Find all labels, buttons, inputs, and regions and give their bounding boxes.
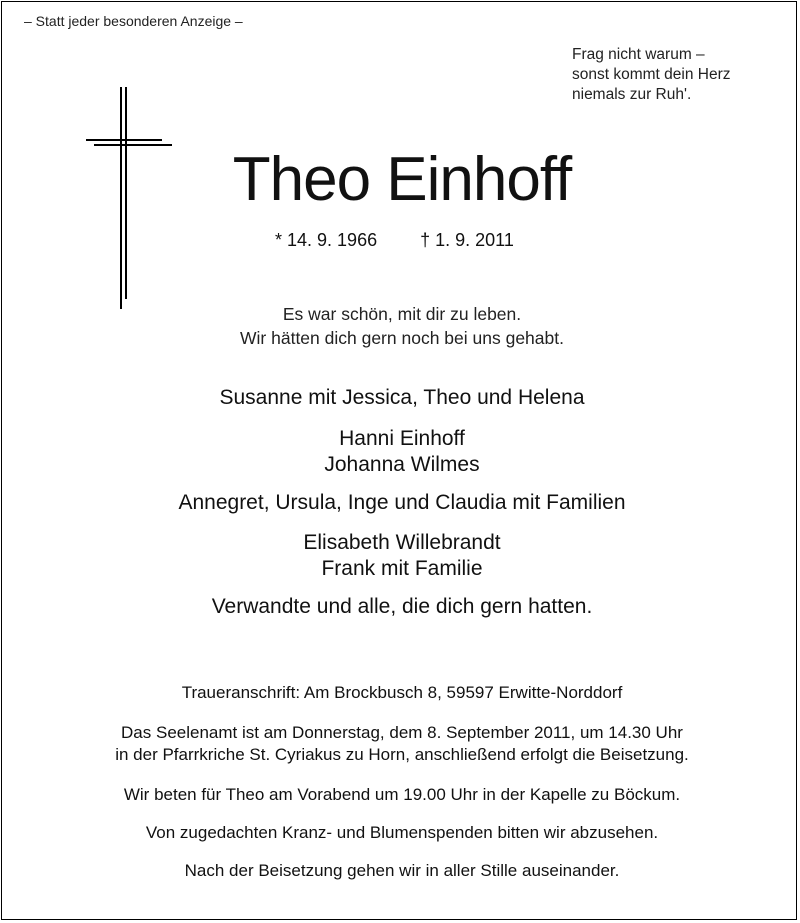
- mourner-line: Verwandte und alle, die dich gern hatten.: [211, 595, 593, 618]
- closing-note: [2, 860, 800, 882]
- saying-line: Es war schön, mit dir zu leben.: [282, 304, 522, 324]
- memorial-saying: [2, 302, 800, 350]
- mourning-address: [2, 682, 800, 704]
- birth-date: * 14. 9. 1966: [275, 230, 378, 250]
- funeral-service-info: [2, 722, 800, 766]
- info-line: Das Seelenamt ist am Donnerstag, dem 8. September 2011, um 14.30 Uhr: [121, 723, 683, 742]
- mourner-group: [2, 490, 800, 516]
- info-line: Von zugedachten Kranz- und Blumenspenden bitten wir abzusehen.: [145, 823, 659, 842]
- flower-donation-note: [2, 822, 800, 844]
- mourner-group: [2, 426, 800, 478]
- info-line: Traueranschrift: Am Brockbusch 8, 59597 Erwitte-Norddorf: [181, 683, 623, 702]
- header-note: – Statt jeder besonderen Anzeige –: [24, 13, 243, 29]
- mourner-line: Elisabeth Willebrandt: [303, 531, 501, 554]
- info-line: Nach der Beisetzung gehen wir in aller Stille auseinander.: [184, 861, 620, 880]
- mourner-group: [2, 530, 800, 582]
- saying-line: Wir hätten dich gern noch bei uns gehabt.: [240, 328, 564, 348]
- deceased-name: Theo Einhoff: [232, 145, 572, 214]
- mourner-line: Frank mit Familie: [321, 557, 483, 580]
- poem: [572, 45, 731, 105]
- info-line: in der Pfarrkriche St. Cyriakus zu Horn, anschließend erfolgt die Beisetzung.: [115, 745, 689, 764]
- mourner-line: Hanni Einhoff: [339, 427, 465, 450]
- poem-line: Frag nicht warum –: [572, 46, 705, 63]
- mourner-group: [2, 385, 800, 411]
- mourner-group: [2, 594, 800, 620]
- life-dates: [275, 230, 514, 251]
- mourner-line: Johanna Wilmes: [324, 453, 480, 476]
- obituary-frame: [1, 1, 797, 920]
- mourner-line: Annegret, Ursula, Inge und Claudia mit Familien: [178, 491, 626, 514]
- poem-line: niemals zur Ruh'.: [572, 86, 692, 103]
- poem-line: sonst kommt dein Herz: [572, 66, 731, 83]
- prayer-info: [2, 784, 800, 806]
- death-date: † 1. 9. 2011: [420, 230, 514, 250]
- info-line: Wir beten für Theo am Vorabend um 19.00 Uhr in der Kapelle zu Böckum.: [123, 785, 681, 804]
- mourner-line: Susanne mit Jessica, Theo und Helena: [219, 386, 585, 409]
